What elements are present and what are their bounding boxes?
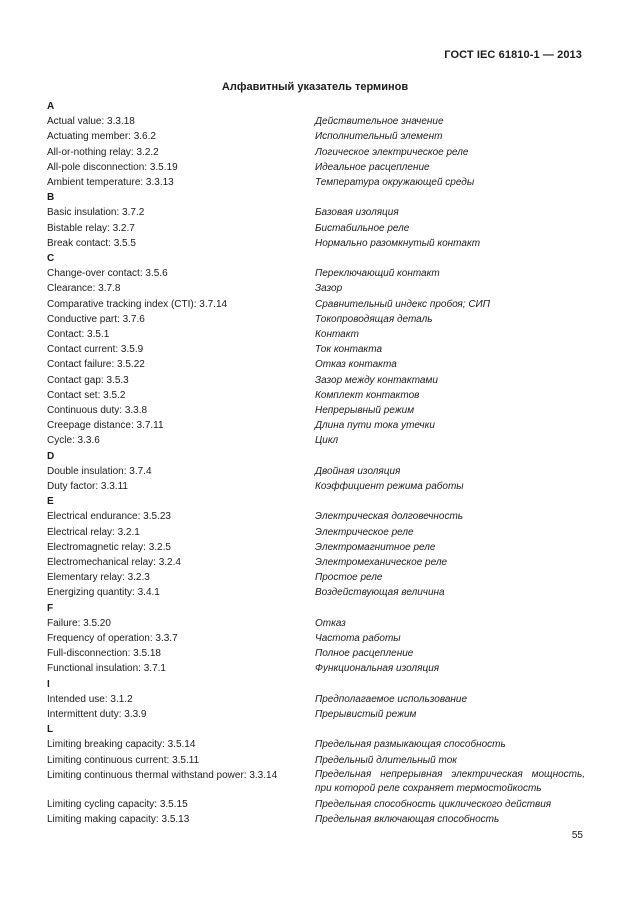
russian-term: Контакт [315,329,359,340]
index-entry [47,646,587,661]
russian-term: Ток контакта [315,344,383,356]
russian-term: Предельная размыкающая способность [315,739,506,751]
russian-term: Зазор [315,283,343,295]
section-letter: E [47,496,54,508]
english-term: Actuating member: 3.6.2 [47,131,156,143]
russian-term: Полное расцепление [315,648,414,660]
english-term: Basic insulation: 3.7.2 [47,207,145,219]
index-entry [47,585,587,600]
english-term: Limiting cycling capacity: 3.5.15 [47,799,188,810]
index-entry [47,327,587,342]
page-number: 55 [571,830,583,841]
russian-term: Бистабильное реле [315,222,410,234]
standard-designation: ГОСТ IEC 61810-1 — 2013 [444,49,582,61]
english-term: Electrical endurance: 3.5.23 [47,511,171,523]
russian-term: Исполнительный элемент [315,131,443,143]
english-term: Failure: 3.5.20 [47,617,111,629]
english-term: Electromechanical relay: 3.2.4 [47,557,181,569]
index-entry [47,205,587,220]
russian-term: Предельная включающая способность [315,814,500,826]
index-entry [47,281,587,296]
russian-term: Зазор между контактами [315,374,438,386]
index-entry [47,540,587,555]
index-entry [47,388,587,403]
index-entry [47,312,587,327]
russian-term: Отказ контакта [315,359,397,371]
english-term: Limiting continuous current: 3.5.11 [47,754,200,766]
index-entry [47,266,587,281]
section-letter: C [47,253,55,264]
english-term: Energizing quantity: 3.4.1 [47,587,160,599]
index-entry [47,768,587,797]
english-term: Actual value: 3.3.18 [47,116,135,128]
section-letter: A [47,101,55,112]
russian-term: Комплект контактов [315,389,420,401]
index-entry [47,707,587,722]
index-entry [47,160,587,175]
index-entry [47,812,587,827]
index-entry [47,221,587,236]
english-term: Functional insulation: 3.7.1 [47,663,166,675]
english-term: Electromagnetic relay: 3.2.5 [47,541,171,553]
index-entry [47,145,587,160]
index-entry [47,433,587,448]
index-entry [47,692,587,707]
russian-term: Электромагнитное реле [315,541,436,553]
english-term: Intended use: 3.1.2 [47,693,133,705]
russian-term: Коэффициент режима работы [315,481,464,493]
index-entry [47,616,587,631]
english-term: Electrical relay: 3.2.1 [47,526,140,538]
russian-term: Длина пути тока утечки [315,420,435,432]
section-letter: I [47,678,50,690]
english-term: Ambient temperature: 3.3.13 [47,177,174,188]
english-term: Cycle: 3.3.6 [47,435,100,447]
russian-term: Переключающий контакт [315,268,440,280]
english-term: Conductive part: 3.7.6 [47,313,145,325]
english-term: Contact: 3.5.1 [47,329,110,340]
russian-term: Электрическое реле [315,526,414,538]
english-term: All-or-nothing relay: 3.2.2 [47,146,159,158]
russian-term: Предельный длительный ток [315,754,458,766]
russian-term: Предполагаемое использование [315,693,468,705]
index-entry [47,479,587,494]
english-term: Contact set: 3.5.2 [47,389,126,401]
russian-term: Электромеханическое реле [315,557,448,569]
english-term: Change-over contact: 3.5.6 [47,268,168,280]
index-entry [47,509,587,524]
english-term: Bistable relay: 3.2.7 [47,222,135,234]
russian-term: Функциональная изоляция [315,663,440,675]
english-term: Clearance: 3.7.8 [47,283,121,295]
english-term: All-pole disconnection: 3.5.19 [47,161,178,173]
russian-term: Действительное значение [315,116,444,128]
index-entry [47,403,587,418]
index-entry [47,525,587,540]
index-entry [47,631,587,646]
index-entry [47,373,587,388]
russian-term: Идеальное расцепление [315,161,430,173]
russian-term: Предельная способность циклического действия [315,799,552,810]
russian-term: Температура окружающей среды [315,177,475,188]
index-entry [47,114,587,129]
russian-term: Базовая изоляция [315,207,399,219]
english-term: Full-disconnection: 3.5.18 [47,648,161,660]
russian-term: Сравнительный индекс пробоя; СИП [315,298,490,310]
english-term: Break contact: 3.5.5 [47,237,136,249]
english-term: Comparative tracking index (CTI): 3.7.14 [47,298,228,310]
english-term: Double insulation: 3.7.4 [47,465,152,477]
index-entry [47,753,587,768]
english-term: Duty factor: 3.3.11 [47,481,128,493]
russian-term: Частота работы [315,633,401,645]
page-title: Алфавитный указатель терминов [221,81,409,93]
term-index-list [47,99,587,827]
english-term: Elementary relay: 3.2.3 [47,572,150,584]
english-term: Contact failure: 3.5.22 [47,359,145,371]
index-entry [47,357,587,372]
russian-term: Электрическая долговечность [315,511,464,523]
russian-term: Простое реле [315,572,383,584]
section-letter: B [47,192,55,204]
english-term: Contact current: 3.5.9 [47,344,144,356]
index-entry [47,297,587,312]
index-entry [47,661,587,676]
english-term: Creepage distance: 3.7.11 [47,420,164,432]
index-entry [47,236,587,251]
section-letter: F [47,602,54,614]
russian-term: Нормально разомкнутый контакт [315,237,481,249]
index-entry [47,418,587,433]
index-entry [47,464,587,479]
english-term: Limiting breaking capacity: 3.5.14 [47,739,196,751]
russian-term: Цикл [315,435,339,447]
index-entry [47,342,587,357]
russian-term: Токопроводящая деталь [315,313,433,325]
index-entry [47,129,587,144]
index-entry [47,570,587,585]
english-term: Frequency of operation: 3.3.7 [47,633,178,645]
english-term: Intermittent duty: 3.3.9 [47,709,147,721]
russian-term: Прерывистый режим [315,709,417,721]
english-term: Limiting continuous thermal withstand power: 3.3.14 [47,769,278,781]
russian-term: Отказ [315,617,346,629]
russian-term: Воздействующая величина [315,587,445,599]
index-entry [47,555,587,570]
russian-term: Предельная непрерывная электрическая мощность, при которой реле сохраняет термостойкость [315,769,585,795]
index-entry [47,175,587,190]
english-term: Contact gap: 3.5.3 [47,374,129,386]
index-entry [47,737,587,752]
russian-term: Непрерывный режим [315,405,415,417]
section-letter: L [47,724,54,736]
index-entry [47,797,587,812]
section-letter: D [47,450,55,462]
english-term: Continuous duty: 3.3.8 [47,405,148,417]
english-term: Limiting making capacity: 3.5.13 [47,814,190,826]
russian-term: Логическое электрическое реле [315,146,469,158]
russian-term: Двойная изоляция [315,465,401,477]
